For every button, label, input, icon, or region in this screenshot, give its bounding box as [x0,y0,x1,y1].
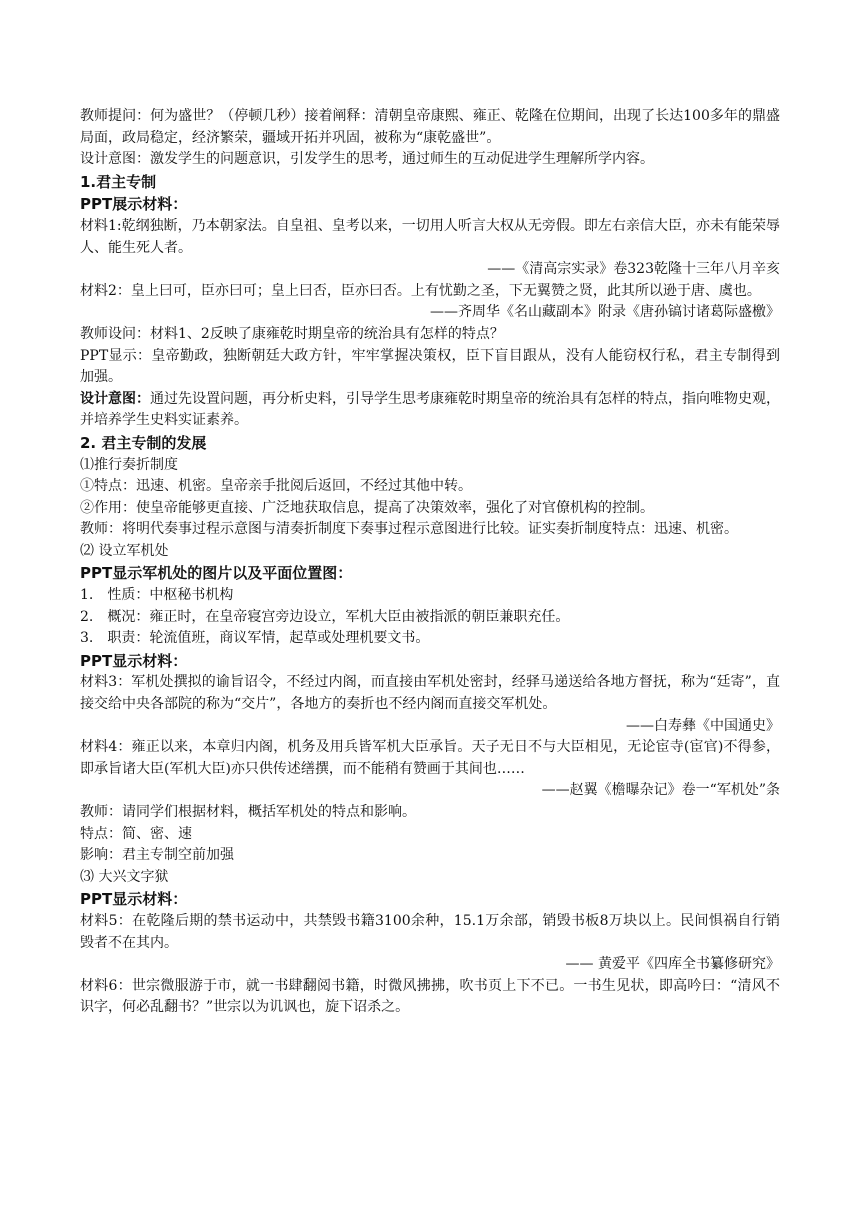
memorial-effect: ②作用：使皇帝能够更直接、广泛地获取信息，提高了决策效率，强化了对官僚机构的控制。 [80,499,654,516]
heading-ppt-material-1: PPT展示材料： [80,195,188,214]
material-4: 材料4：雍正以来，本章归内阁，机务及用兵皆军机大臣承旨。天子无日不与大臣相见，无论宦寺(宦官)不得参，即承旨诸大臣(军机大臣)亦只供传述缮撰，而不能稍有赞画于其间也…… [80,739,780,777]
material-1: 材料1:乾纲独断，乃本朝家法。自皇祖、皇考以来，一切用人听言大权从无旁假。即左右亲信大臣，亦未有能荣辱人、能生死人者。 [80,217,780,256]
junjichu-duty: 3. 职责：轮流值班，商议军情，起草或处理机要文书。 [80,630,430,647]
memorial-feature: ①特点：迅速、机密。皇帝亲手批阅后返回，不经过其他中转。 [80,478,472,495]
material-1-source: ——《清高宗实录》卷323乾隆十三年八月辛亥 [487,261,780,278]
junjichu-overview: 2. 概况：雍正时，在皇帝寝宫旁边设立，军机大臣由被指派的朝臣兼职充任。 [80,608,570,625]
material-2-source: ——齐周华《名山藏副本》附录《唐孙镐讨诸葛际盛檄》 [430,304,780,321]
design-intent-text: 通过先设置问题，再分析史料，引导学生思考康雍乾时期皇帝的统治具有怎样的特点，指向唯物史观，并培养学生史料实证素养。 [80,390,780,429]
heading-ppt-material-3: PPT显示材料： [80,890,188,909]
design-intent-2 [80,389,780,432]
subheading-memorial: ⑴推行奏折制度 [80,456,178,473]
heading-2: 2. 君主专制的发展 [80,433,207,452]
heading-1: 1.君主专制 [80,172,157,191]
teacher-compare: 教师：将明代奏事过程示意图与清奏折制度下奏事过程示意图进行比较。证实奏折制度特点：迅速、机密。 [80,521,738,538]
subheading-literary-inquisition: ⑶ 大兴文字狱 [80,868,169,885]
paragraph-design-intent-1: 设计意图：激发学生的问题意识，引发学生的思考，通过师生的互动促进学生理解所学内容。 [80,151,654,168]
material-4-source: ——赵翼《檐曝杂记》卷一“军机处”条 [541,782,780,799]
material-3-source: ——白寿彝《中国通史》 [626,717,780,734]
heading-ppt-material-2: PPT显示材料： [80,651,188,670]
ppt-display: PPT显示：皇帝勤政，独断朝廷大政方针，牢牢掌握决策权，臣下盲目跟从，没有人能窃权行私，君主专制得到加强。 [80,347,780,386]
influence-line: 影响：君主专制空前加强 [80,847,234,864]
teacher-summarize: 教师：请同学们根据材料，概括军机处的特点和影响。 [80,804,416,820]
junjichu-nature: 1. 性质：中枢秘书机构 [80,587,234,604]
material-6: 材料6：世宗微服游于市，就一书肆翻阅书籍，时微风拂拂，吹书页上下不已。一书生见状，即高吟曰：“清风不识字，何必乱翻书？”世宗以为讥讽也，旋下诏杀之。 [80,977,780,1016]
heading-ppt-junjichu: PPT显示军机处的图片以及平面位置图： [80,564,353,583]
subheading-junjichu: ⑵ 设立军机处 [80,542,169,559]
feature-line: 特点：简、密、速 [80,825,192,842]
material-5: 材料5：在乾隆后期的禁书运动中，共禁毁书籍3100余种，15.1万余部，销毁书板8万块以上。民间惧祸自行销毁者不在其内。 [80,912,780,951]
material-5-source: —— 黄爱平《四库全书纂修研究》 [565,956,780,973]
material-3: 材料3：军机处撰拟的谕旨诏令，不经过内阁，而直接由军机处密封，经驿马递送给各地方督抚，称为“廷寄”，直接交给中央各部院的称为“交片”，各地方的奏折也不经内阁而直接交军机处。 [80,674,780,713]
material-2: 材料2：皇上曰可，臣亦曰可；皇上曰否，臣亦曰否。上有忧勤之圣，下无翼赞之贤，此其所以逊于唐、虞也。 [80,282,761,299]
design-intent-label: 设计意图： [80,390,150,407]
paragraph-question: 教师提问：何为盛世？（停顿几秒）接着阐释：清朝皇帝康熙、雍正、乾隆在位期间，出现了长达100多年的鼎盛局面，政局稳定，经济繁荣，疆域开拓并巩固，被称为“康乾盛世”。 [80,108,780,146]
teacher-question: 教师设问：材料1、2反映了康雍乾时期皇帝的统治具有怎样的特点？ [80,325,504,342]
